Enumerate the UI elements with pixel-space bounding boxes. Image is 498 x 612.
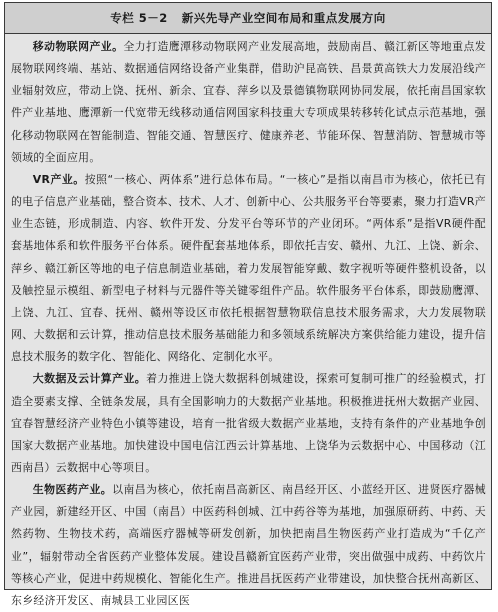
paragraph-mobile-iot	[11, 36, 486, 169]
box-content	[5, 34, 491, 612]
paragraph-text: 按照“一核心、两体系”进行总体布局。“一核心”是指以南昌市为核心，依托已有的电子信息产业基础，整合资本、技术、人才、创新中心、公共服务平台等要素，聚力打造VR产业生态链，形成制造、内容、软件开发、分发平台等环节的产业闭环。“两体系”是指VR硬件配套基地体系和软件服务平台体系。硬件配套基地体系，即依托吉安、赣州、九江、上饶、新余、萍乡、赣江新区等地的电子信息制造业基础，着力发展智能穿戴、数字视听等硬件整机设备，以及触控显示模组、新型电子材料与元器件等关键零组件产品。软件服务平台体系，即鼓励鹰潭、上饶、九江、宜春、抚州、赣州等设区市依托根据智慧物联信息技术服务需求，大力发展物联网、大数据和云计算，推动信息技术服务基础能力和多领域系统解决方案供给能力建设，提升信息技术服务的数字化、智能化、网络化、定制化水平。	[11, 172, 486, 364]
paragraph-big-data	[11, 368, 486, 479]
box-title: 新兴先导产业空间布局和重点发展方向	[181, 11, 386, 25]
paragraph-lead: VR产业。	[32, 172, 85, 186]
paragraph-text: 全力打造鹰潭移动物联网产业发展高地，鼓励南昌、赣江新区等地重点发展物联网终端、基站、数据通信网络设备产业集群，借助沪昆高铁、昌景黄高铁大力发展沿线产业辐射效应，带动上饶、抚州、新余、宜春、萍乡以及景德镇物联网协同发展，依托南昌国家软件产业基地、鹰潭新一代宽带无线移动通信网国家科技重大专项成果转移转化试点示范基地，强化移动物联网在智能制造、智能交通、智慧医疗、健康养老、节能环保、智慧消防、智慧城市等领域的全面应用。	[11, 40, 486, 164]
paragraph-biomedicine	[11, 479, 486, 612]
paragraph-lead: 移动物联网产业。	[32, 40, 124, 53]
box-number: 专栏 5－2	[110, 11, 168, 25]
paragraph-lead: 大数据及云计算产业。	[32, 372, 147, 386]
paragraph-text: 着力推进上饶大数据科创城建设，探索可复制可推广的经验模式，打造全要素支撑、全链条发展，具有全国影响力的大数据产业基地。积极推进抚州大数据产业园、宜春智慧经济产业特色小镇等建设，培育一批省级大数据产业基地，支持有条件的产业基地争创国家大数据产业基地。加快建设中国电信江西云计算基地、上饶华为云数据中心、中国移动（江西南昌）云数据中心等项目。	[11, 372, 486, 474]
paragraph-vr	[11, 169, 486, 368]
box-header	[5, 3, 491, 34]
paragraph-lead: 生物医药产业。	[32, 483, 113, 497]
paragraph-text: 以南昌为核心，依托南昌高新区、南昌经开区、小蓝经开区、进贤医疗器械产业园，新建经开区、中国（南昌）中医药科创城、江中药谷等为基地，加强原研药、中药、天然药物、生物技术药，高端医疗器械等研发创新，加快把南昌生物医药产业打造成为“千亿产业”，辐射带动全省医药产业整体发展。建设昌赣新宜医药产业带，突出做强中成药、中药饮片等核心产业，促进中药规模化、智能化生产。推进昌抚医药产业带建设，加快整合抚州高新区、东乡经济开发区、南城县工业园区医	[11, 483, 486, 607]
feature-box	[4, 2, 492, 607]
